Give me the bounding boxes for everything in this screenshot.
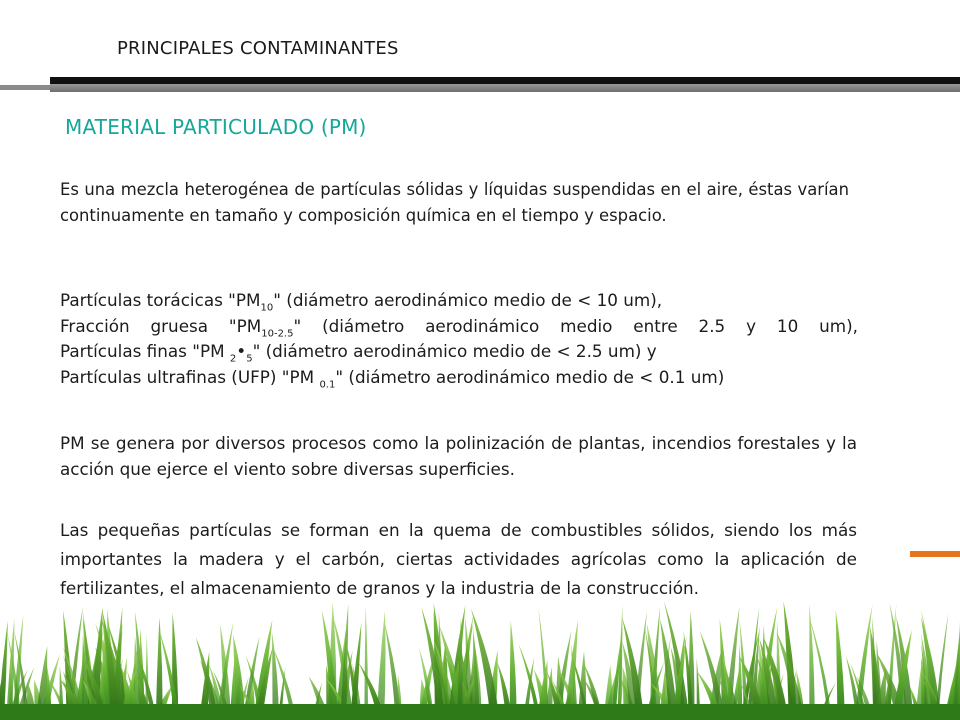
- orange-accent-bar: [910, 551, 960, 557]
- sources-paragraph: PM se genera por diversos procesos como la polinización de plantas, incendios forestales y la acción que ejerce el viento sobre diversas superficies.: [60, 433, 857, 479]
- pm-list-item-thoracic: Partículas torácicas "$PM_{10}$" (diámetro aerodinámico medio de < 10 um),: [60, 290, 663, 314]
- definition-paragraph: Es una mezcla heterogénea de partículas sólidas y líquidas suspendidas en el aire, éstas varían continuamente en tamaño y composición química en el tiempo y espacio.: [60, 180, 849, 225]
- small-particles-paragraph: Las pequeñas partículas se forman en la quema de combustibles sólidos, siendo los más importantes la madera y el carbón, ciertas actividades agrícolas como la aplicación de fertilizantes, el almacenamiento de granos y la industria de la construcción.: [60, 520, 857, 598]
- grass-border-icon: [0, 600, 960, 720]
- pm-list-item-fine: Partículas finas "PM $_2•_5$" (diámetro aerodinámico medio de < 2.5 um) y: [60, 341, 657, 365]
- title-divider: [50, 77, 960, 92]
- pm-list-item-ultrafine: Partículas ultrafinas (UFP) "PM $_{0.1}$" (diámetro aerodinámico medio de < 0.1 um): [60, 366, 725, 390]
- pm-size-list: [60, 288, 858, 390]
- title-divider-left: [0, 85, 50, 90]
- slide-title: PRINCIPALES CONTAMINANTES: [117, 38, 399, 59]
- pm-list-item-coarse: Fracción gruesa "$PM_{10-2.5}$" (diámetro aerodinámico medio entre 2.5 y 10 um),: [60, 315, 858, 339]
- section-heading: MATERIAL PARTICULADO (PM): [65, 115, 367, 139]
